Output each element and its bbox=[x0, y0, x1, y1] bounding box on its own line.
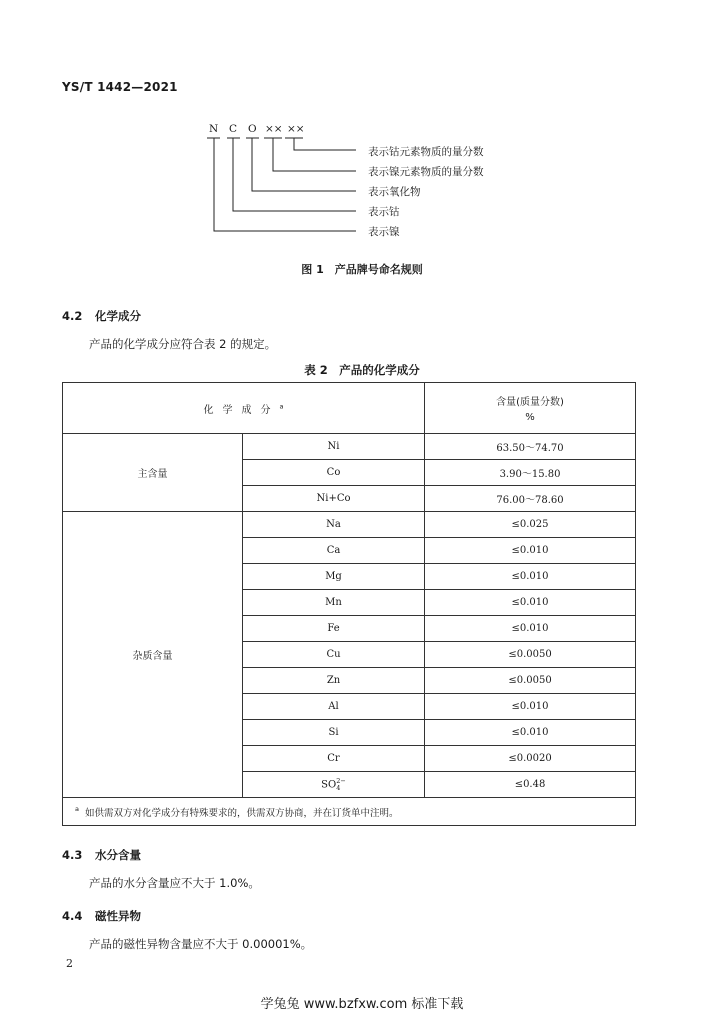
section-title: 水分含量 bbox=[95, 848, 141, 862]
paragraph-4-3: 产品的水分含量应不大于 1.0%。 bbox=[89, 876, 260, 890]
value-cell: ≤0.010 bbox=[425, 616, 636, 642]
element-cell: Zn bbox=[243, 668, 425, 694]
code-letter-o: O bbox=[248, 123, 257, 135]
sulfate-subscript: 4 bbox=[336, 783, 341, 792]
group-impurity-content: 杂质含量 bbox=[63, 512, 243, 798]
footnote-mark: a bbox=[75, 805, 79, 814]
chemical-composition-table bbox=[62, 382, 636, 826]
element-cell: Na bbox=[243, 512, 425, 538]
value-cell: 3.90～15.80 bbox=[425, 460, 636, 486]
header-composition-label: 化学成分 bbox=[203, 404, 280, 416]
section-heading-4-4 bbox=[62, 908, 141, 924]
section-number: 4.3 bbox=[62, 848, 83, 862]
sulfate-charge: 2− bbox=[336, 776, 346, 785]
section-heading-4-3 bbox=[62, 847, 141, 863]
header-composition bbox=[63, 383, 425, 434]
section-heading-4-2 bbox=[62, 308, 141, 324]
value-cell: ≤0.48 bbox=[425, 772, 636, 798]
value-cell: 63.50～74.70 bbox=[425, 434, 636, 460]
header-content-label: 含量(质量分数) bbox=[496, 397, 564, 408]
page-number: 2 bbox=[66, 957, 73, 970]
code-letter-co-fraction: ×× bbox=[287, 123, 305, 135]
code-letter-c: C bbox=[229, 123, 238, 135]
element-cell: Co bbox=[243, 460, 425, 486]
element-cell: Cr bbox=[243, 746, 425, 772]
element-cell: Ni bbox=[243, 434, 425, 460]
paragraph-4-4: 产品的磁性异物含量应不大于 0.00001%。 bbox=[89, 937, 313, 951]
table-row bbox=[63, 434, 636, 460]
code-letter-ni-fraction: ×× bbox=[265, 123, 283, 135]
value-cell: ≤0.0050 bbox=[425, 668, 636, 694]
site-watermark: 学兔兔 www.bzfxw.com 标准下载 bbox=[260, 997, 464, 1012]
header-content bbox=[425, 383, 636, 434]
legend-co-fraction: 表示钴元素物质的量分数 bbox=[368, 146, 484, 158]
table-header-row bbox=[63, 383, 636, 434]
header-content-unit: % bbox=[525, 412, 535, 423]
legend-cobalt: 表示钴 bbox=[368, 206, 400, 218]
paragraph-4-2: 产品的化学成分应符合表 2 的规定。 bbox=[89, 337, 277, 351]
element-cell: Cu bbox=[243, 642, 425, 668]
code-letter-n: N bbox=[209, 123, 219, 135]
table-caption: 表 2 产品的化学成分 bbox=[304, 363, 420, 377]
element-cell: Al bbox=[243, 694, 425, 720]
legend-ni-fraction: 表示镍元素物质的量分数 bbox=[368, 166, 484, 178]
element-cell-sulfate bbox=[243, 772, 425, 798]
element-cell: Fe bbox=[243, 616, 425, 642]
table-footnote-row bbox=[63, 798, 636, 826]
value-cell: ≤0.010 bbox=[425, 720, 636, 746]
section-title: 磁性异物 bbox=[95, 909, 141, 923]
value-cell: ≤0.010 bbox=[425, 694, 636, 720]
naming-rule-diagram bbox=[0, 0, 724, 260]
table-footnote bbox=[63, 798, 636, 826]
diagram-leader-lines bbox=[0, 0, 724, 260]
value-cell: ≤0.0020 bbox=[425, 746, 636, 772]
group-main-content: 主含量 bbox=[63, 434, 243, 512]
legend-nickel: 表示镍 bbox=[368, 226, 400, 238]
section-number: 4.4 bbox=[62, 909, 83, 923]
figure-caption: 图 1 产品牌号命名规则 bbox=[301, 263, 423, 276]
value-cell: ≤0.0050 bbox=[425, 642, 636, 668]
table-row bbox=[63, 512, 636, 538]
standard-code: YS/T 1442—2021 bbox=[62, 80, 178, 94]
value-cell: ≤0.010 bbox=[425, 564, 636, 590]
section-title: 化学成分 bbox=[95, 309, 141, 323]
footnote-text: 如供需双方对化学成分有特殊要求的，供需双方协商，并在订货单中注明。 bbox=[84, 807, 399, 819]
legend-oxide: 表示氧化物 bbox=[368, 186, 421, 198]
sulfate-symbol: SO bbox=[321, 779, 337, 790]
element-cell: Mg bbox=[243, 564, 425, 590]
element-cell: Mn bbox=[243, 590, 425, 616]
element-cell: Si bbox=[243, 720, 425, 746]
value-cell: ≤0.010 bbox=[425, 538, 636, 564]
value-cell: ≤0.025 bbox=[425, 512, 636, 538]
value-cell: 76.00～78.60 bbox=[425, 486, 636, 512]
element-cell: Ni+Co bbox=[243, 486, 425, 512]
element-cell: Ca bbox=[243, 538, 425, 564]
section-number: 4.2 bbox=[62, 309, 83, 323]
header-footnote-mark: a bbox=[279, 402, 284, 411]
value-cell: ≤0.010 bbox=[425, 590, 636, 616]
